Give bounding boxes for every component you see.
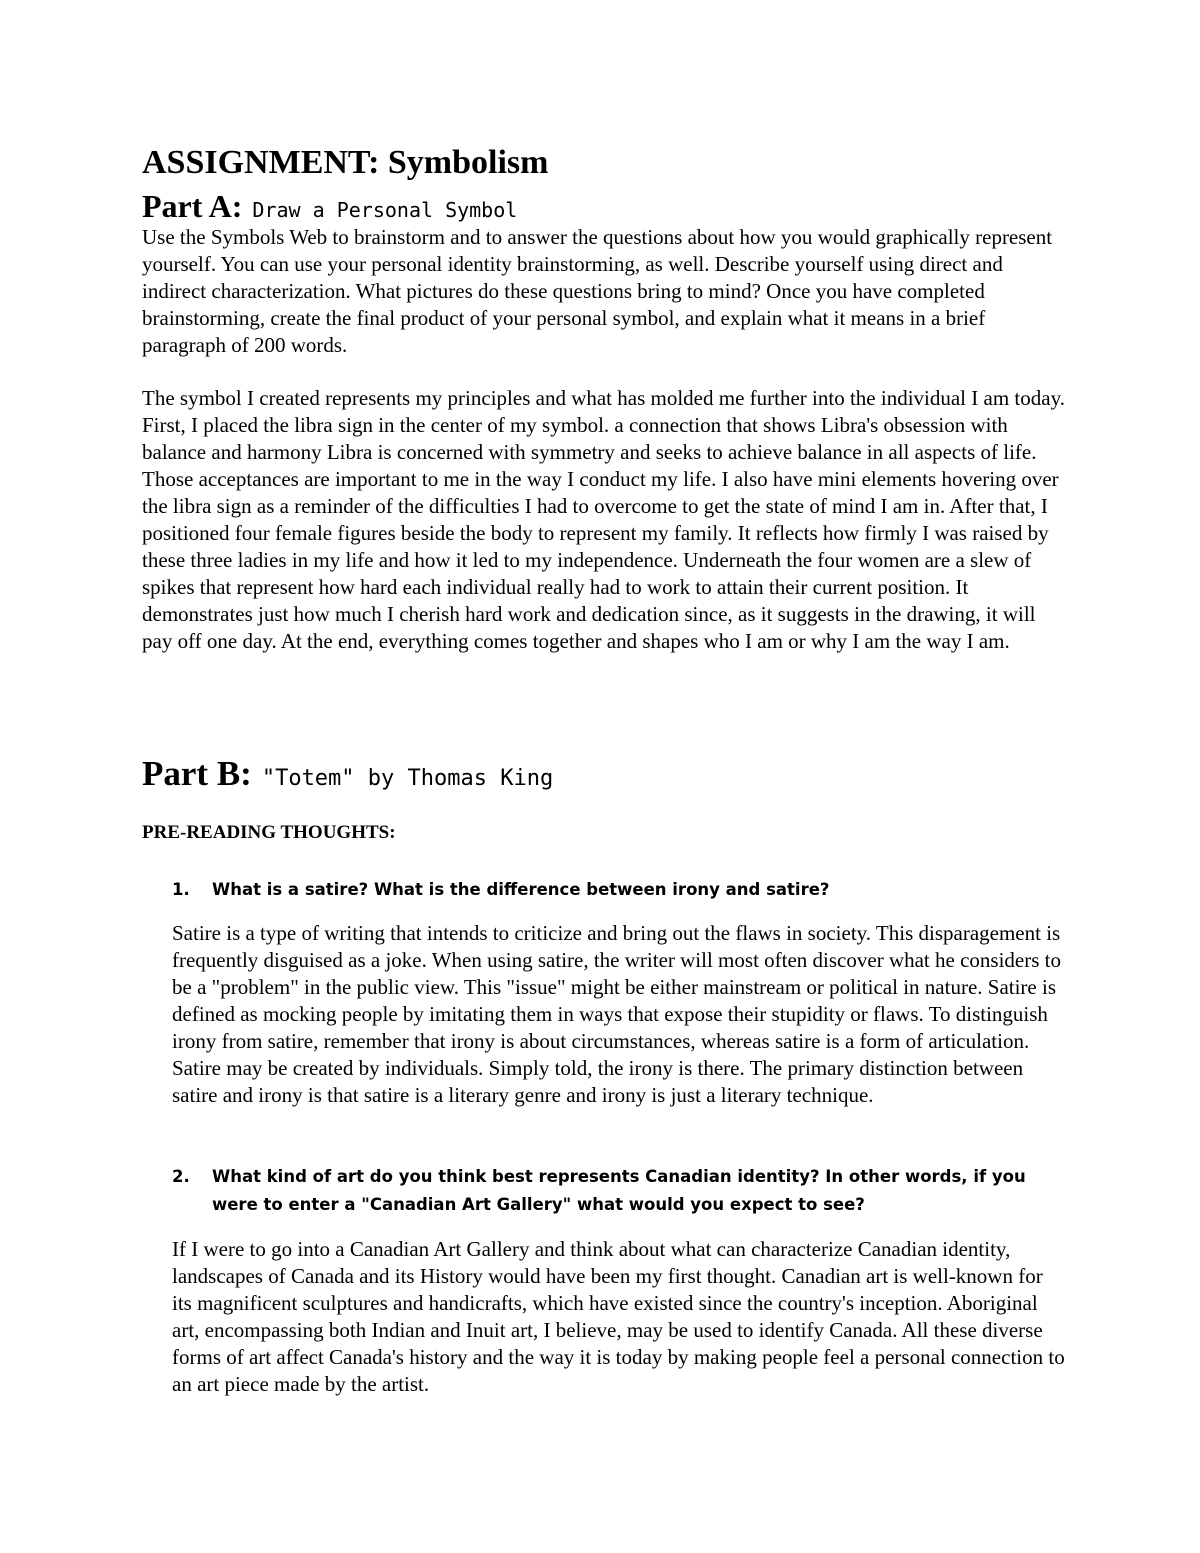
question-1 xyxy=(172,876,1072,904)
part-b-heading xyxy=(142,752,553,803)
answer-2: If I were to go into a Canadian Art Gallery and think about what can characterize Canadian identity, landscapes of Canada and its History would have been my first thought. Canadian art is well-known for its magnificent sculptures and handicrafts, which have existed since the country's inception. Aboriginal art, encompassing both Indian and Inuit art, I believe, may be used to identify Canada. All these diverse forms of art affect Canada's history and the way it is today by making people feel a personal connection to an art piece made by the artist. xyxy=(172,1237,1065,1396)
question-text: What kind of art do you think best represents Canadian identity? In other words, if you were to enter a "Canadian Art Gallery" what would you expect to see? xyxy=(212,1167,1026,1214)
question-text: What is a satire? What is the difference between irony and satire? xyxy=(212,880,830,899)
part-a-subtitle: Draw a Personal Symbol xyxy=(252,198,518,222)
part-a-label: Part A: xyxy=(142,188,243,224)
answer-1: Satire is a type of writing that intends to criticize and bring out the flaws in society. This disparagement is frequently disguised as a joke. When using satire, the writer will most often discover what he considers to be a "problem" in the public view. This "issue" might be either mainstream or political in nature. Satire is defined as mocking people by imitating them in ways that expose their stupidity or flaws. To distinguish irony from satire, remember that irony is about circumstances, whereas satire is a form of articulation. Satire may be created by individuals. Simply told, the irony is there. The primary distinction between satire and irony is that satire is a literary genre and irony is just a literary technique. xyxy=(172,921,1061,1107)
prereading-heading: PRE-READING THOUGHTS: xyxy=(142,822,396,843)
part-a-response: The symbol I created represents my principles and what has molded me further into the individual I am today. First, I placed the libra sign in the center of my symbol. a connection that shows Libra's obsession with balance and harmony Libra is concerned with symmetry and seeks to achieve balance in all aspects of life. Those acceptances are important to me in the way I conduct my life. I also have mini elements hovering over the libra sign as a reminder of the difficulties I had to overcome to get the state of mind I am in. After that, I positioned four female figures beside the body to represent my family. It reflects how firmly I was raised by these three ladies in my life and how it led to my independence. Underneath the four women are a slew of spikes that represent how hard each individual really had to work to attain their current position. It demonstrates just how much I cherish hard work and dedication since, as it suggests in the drawing, it will pay off one day. At the end, everything comes together and shapes who I am or why I am the way I am. xyxy=(142,386,1065,653)
question-number: 1. xyxy=(172,880,190,899)
part-a-instructions: Use the Symbols Web to brainstorm and to answer the questions about how you would graphically represent yourself. You can use your personal identity brainstorming, as well. Describe yourself using direct and indirect characterization. What pictures do these questions bring to mind? Once you have completed brainstorming, create the final product of your personal symbol, and explain what it means in a brief paragraph of 200 words. xyxy=(142,225,1053,357)
question-number: 2. xyxy=(172,1167,190,1186)
assignment-title: ASSIGNMENT: Symbolism xyxy=(142,144,549,181)
question-2 xyxy=(172,1163,1072,1219)
part-b-subtitle: "Totem" by Thomas King xyxy=(261,766,554,791)
part-b-label: Part B: xyxy=(142,754,252,793)
